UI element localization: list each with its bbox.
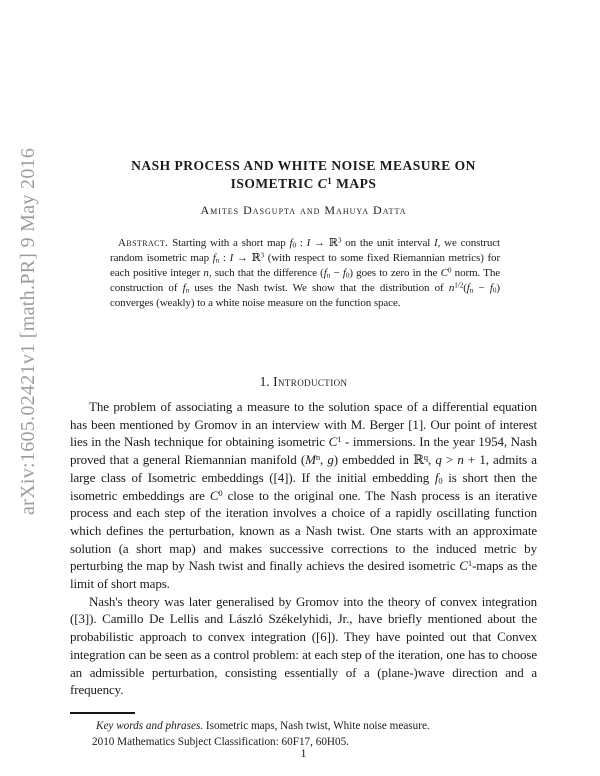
paper-title-line2: ISOMETRIC $C^1$ MAPS bbox=[230, 175, 377, 191]
section-heading bbox=[70, 374, 537, 390]
paragraph-1: The problem of associating a measure to the solution space of a differential equation has been mentioned by Gromov in an interview with M. Berger [1]. Our point of interest lies in the Nash technique for obtaining isometric $C^1$ - immersions. In the year 1954, Nash proved that a general Riemannian manifold ($M^n$, g) embedded in ℝ$^q$, q > n + 1, admits a large class of Isometric embeddings ([4]). If the initial embedding $f_0$ is short then the isometric embeddings are $C^0$ close to the original one. The Nash process is an iterative process and each step of the iteration involves a choice of a rapidly oscillating function which defines the perturbation, known as a Nash twist. One starts with an approximate solution (a short map) and makes successive corrections to the induced metric by perturbing the map by Nash twist and finally achievs the desired isometric $C^1$-maps as the limit of short maps. bbox=[70, 399, 538, 592]
keywords-label: Key words and phrases. bbox=[96, 720, 204, 732]
footnote-rule bbox=[70, 712, 135, 714]
introduction-body bbox=[70, 398, 537, 699]
authors-line: Amites Dasgupta and Mahuya Datta bbox=[200, 203, 407, 217]
keywords-text: Isometric maps, Nash twist, White noise measure. bbox=[205, 720, 430, 732]
paragraph-2: Nash's theory was later generalised by Gromov into the theory of convex integration ([3]). Camillo De Lellis and László Székelyhidi, Jr., have briefly mentioned about the probabilistic approach to convex integration ([6]). They have pointed out that Convex integration can be seen as a control problem: at each step of the iteration, one has to choose an admissible perturbation, consisting essentially of a (plane-)wave direction and a frequency. bbox=[70, 593, 537, 698]
classification-line: 2010 Mathematics Subject Classification: 60F17, 60H05. bbox=[92, 735, 349, 748]
section-title: Introduction bbox=[273, 374, 348, 389]
page-number: 1 bbox=[300, 746, 307, 760]
paper-title-line1: NASH PROCESS AND WHITE NOISE MEASURE ON bbox=[131, 158, 476, 173]
paper-title bbox=[70, 157, 537, 192]
keywords-line bbox=[70, 719, 537, 735]
footnote-block bbox=[70, 712, 537, 750]
abstract-label: Abstract. bbox=[118, 237, 169, 249]
arxiv-watermark: arXiv:1605.02421v1 [math.PR] 9 May 2016 bbox=[17, 147, 39, 515]
abstract-block bbox=[110, 236, 500, 311]
abstract-text: Starting with a short map $f_0$ : I → ℝ$^3$ on the unit interval I, we construct random isometric map $f_n$ : I → ℝ$^3$ (with respect to some fixed Riemannian metrics) for each positive integer n, such that the difference $(f_n - f_0)$ goes to zero in the $C^0$ norm. The construction of $f_n$ uses the Nash twist. We show that the distribution of $n^{1/2}(f_n - f_0)$ converges (weakly) to a white noise measure on the function space. bbox=[110, 236, 501, 310]
section-number: 1. bbox=[259, 374, 270, 389]
